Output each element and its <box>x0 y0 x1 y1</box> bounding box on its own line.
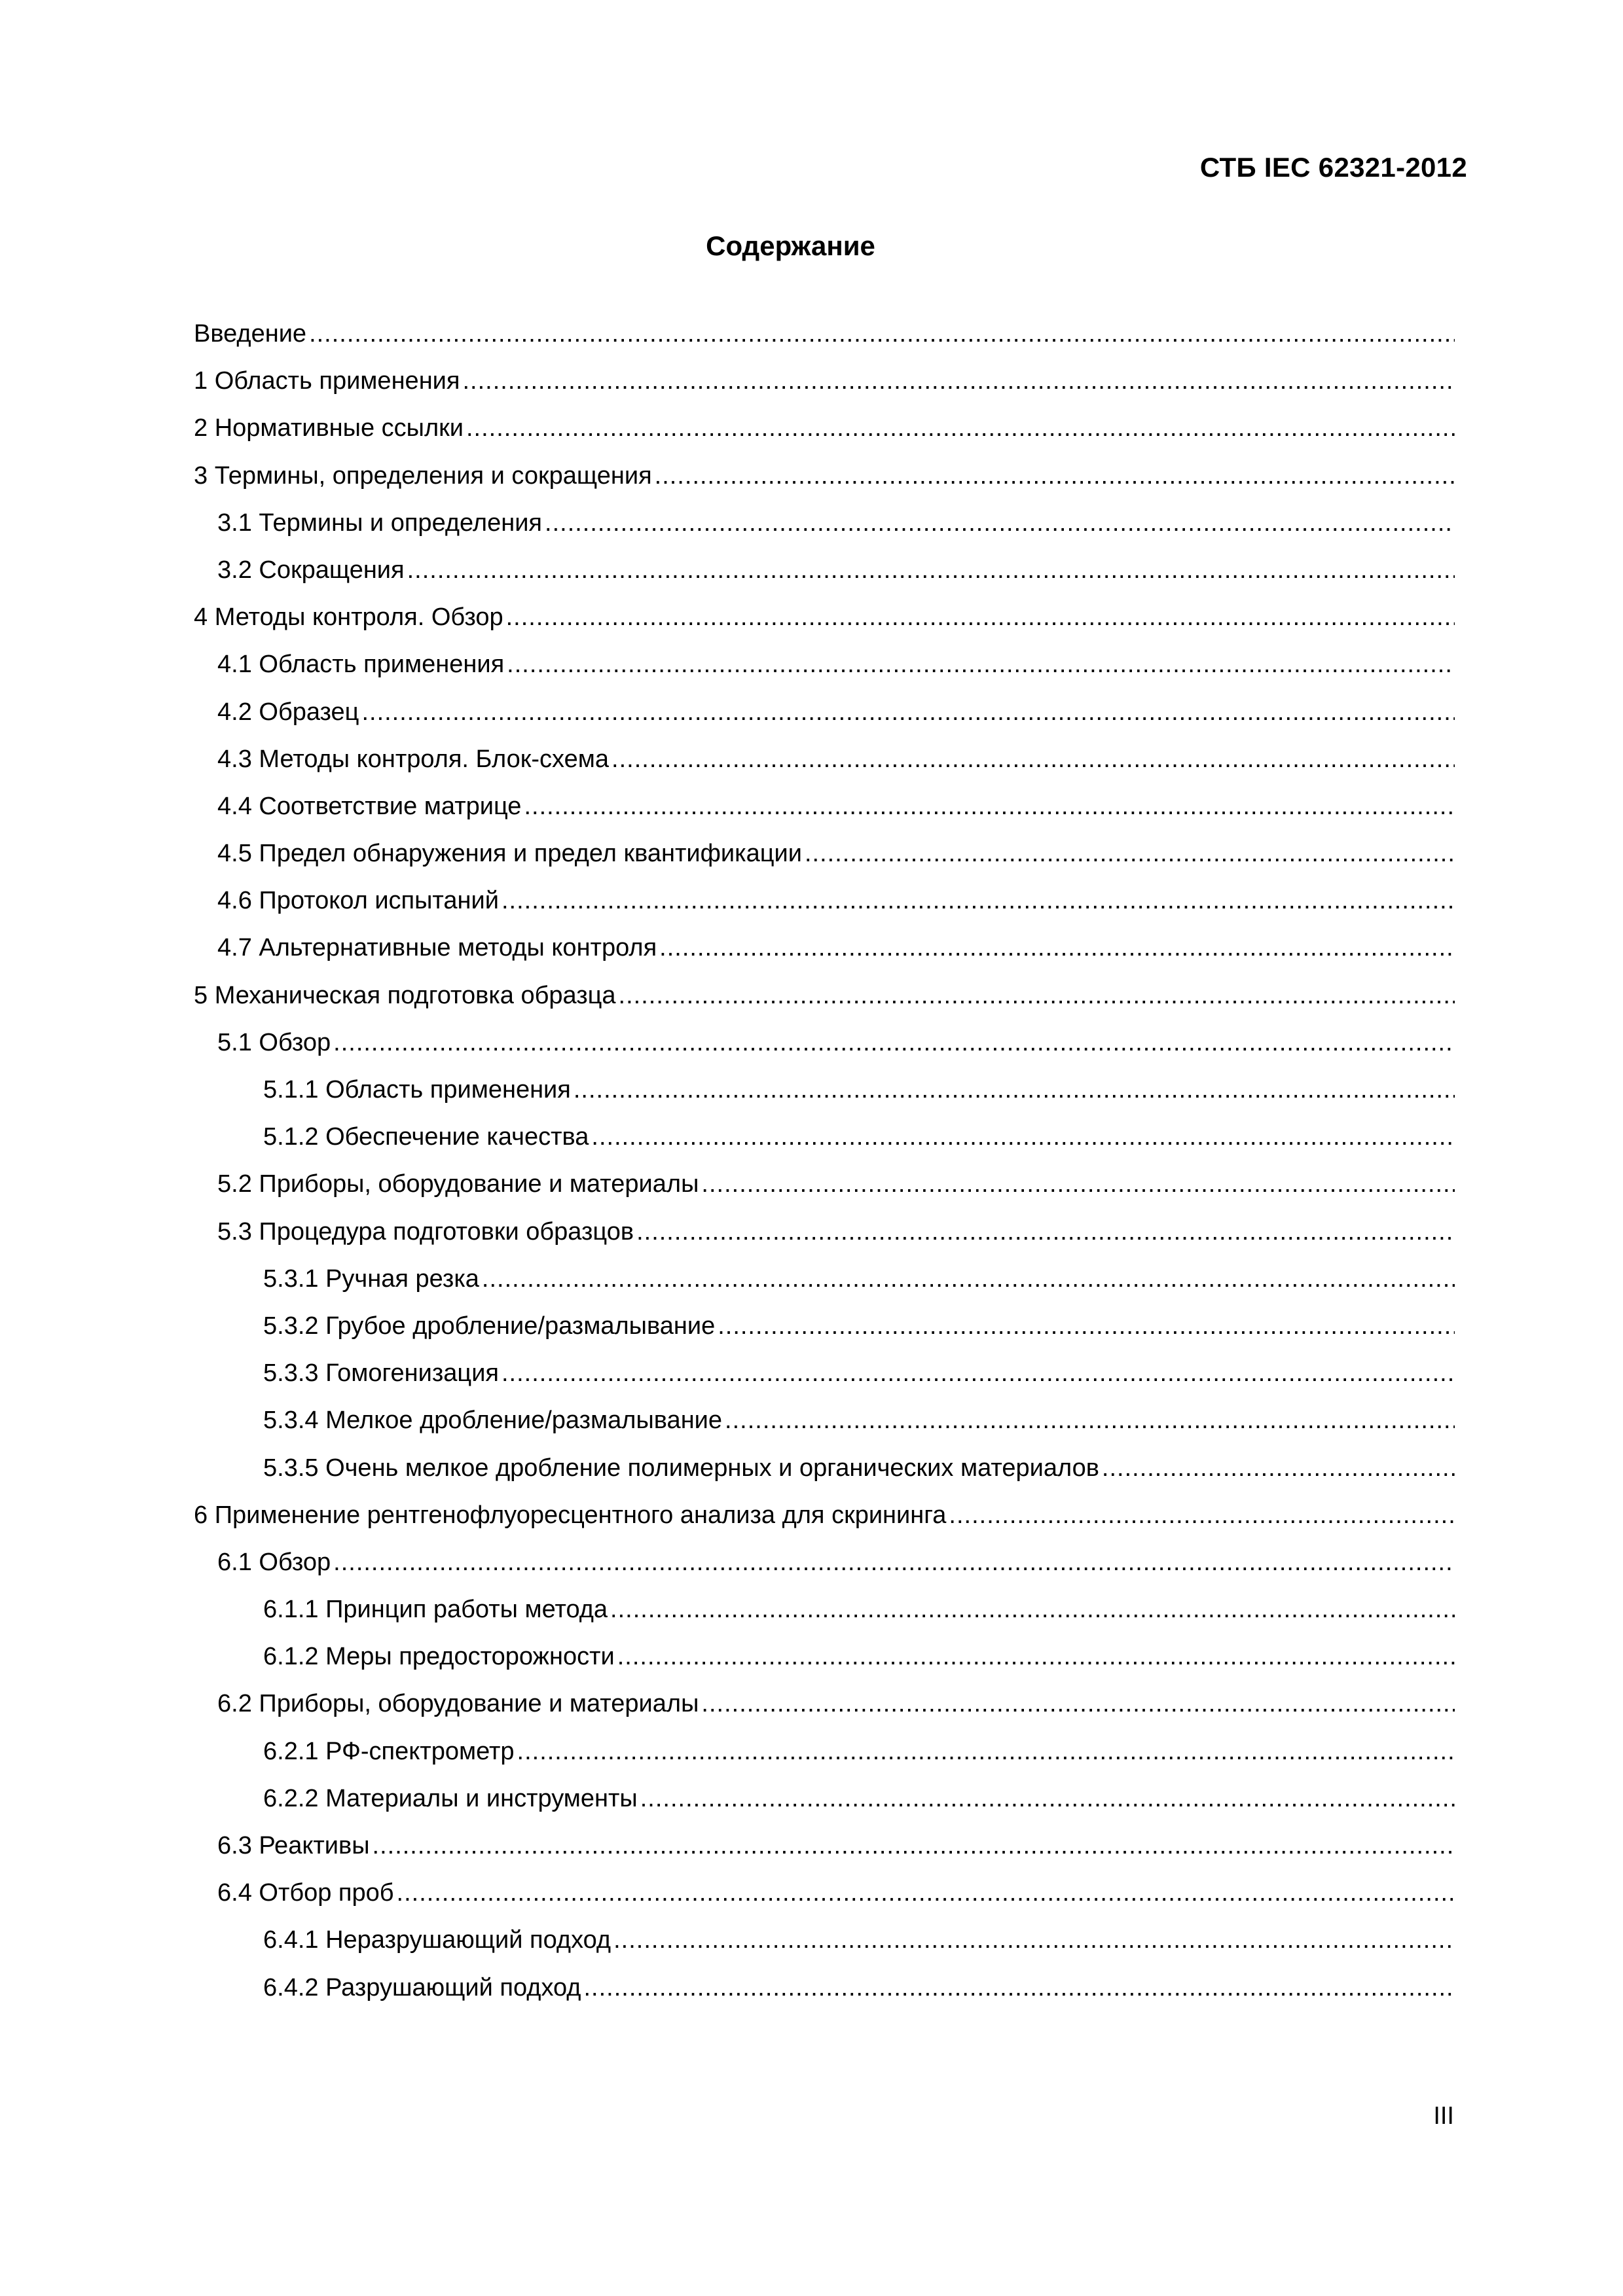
toc-entry[interactable] <box>194 1539 1455 1586</box>
toc-entry-label: 4.5 Предел обнаружения и предел квантификации <box>217 840 802 868</box>
toc-entry[interactable] <box>194 1586 1455 1633</box>
toc-entry-label: 6.1.1 Принцип работы метода <box>263 1596 608 1624</box>
toc-entry[interactable] <box>194 1302 1455 1350</box>
toc-entry-label: 6.2.1 РФ-спектрометр <box>263 1737 515 1765</box>
toc-dot-leader <box>610 1586 1455 1633</box>
toc-dot-leader <box>619 972 1455 1019</box>
toc-entry[interactable] <box>194 1444 1455 1492</box>
toc-entry-label: 5.1.2 Обеспечение качества <box>263 1123 589 1151</box>
toc-entry[interactable] <box>194 1728 1455 1775</box>
toc-entry[interactable] <box>194 1492 1455 1539</box>
toc-entry-label: 5.3 Процедура подготовки образцов <box>217 1217 634 1246</box>
toc-entry-label: 6.2 Приборы, оборудование и материалы <box>217 1690 699 1718</box>
toc-entry[interactable] <box>194 1822 1455 1869</box>
toc-entry-label: 6.2.2 Материалы и инструменты <box>263 1784 638 1812</box>
toc-entry[interactable] <box>194 877 1455 924</box>
toc-dot-leader <box>659 924 1455 971</box>
toc-entry-label: 4.3 Методы контроля. Блок-схема <box>217 745 610 773</box>
toc-entry-label: 3 Термины, определения и сокращения <box>194 461 652 490</box>
toc-entry-label: 5.3.2 Грубое дробление/размалывание <box>263 1312 716 1340</box>
toc-entry-label: 5.3.4 Мелкое дробление/размалывание <box>263 1407 723 1435</box>
toc-entry-label: 5 Механическая подготовка образца <box>194 981 616 1009</box>
toc-dot-leader <box>333 1539 1455 1586</box>
toc-entry-label: 6.3 Реактивы <box>217 1832 370 1859</box>
toc-entry-label: 3.2 Сокращения <box>217 556 405 584</box>
toc-entry-label: 4.4 Соответствие матрице <box>217 792 522 820</box>
toc-entry[interactable] <box>194 1397 1455 1444</box>
toc-entry-label: 5.1.1 Область применения <box>263 1076 571 1103</box>
toc-entry[interactable] <box>194 1113 1455 1160</box>
toc-entry-label: 4.2 Образец <box>217 698 359 726</box>
toc-entry[interactable] <box>194 1255 1455 1302</box>
toc-entry[interactable] <box>194 1350 1455 1397</box>
toc-dot-leader <box>309 310 1455 357</box>
toc-dot-leader <box>701 1160 1455 1208</box>
toc-entry[interactable] <box>194 452 1455 499</box>
toc-entry-label: 6.1.2 Меры предосторожности <box>263 1643 615 1671</box>
toc-entry[interactable] <box>194 499 1455 547</box>
toc-entry[interactable] <box>194 357 1455 404</box>
toc-entry-label: 4.7 Альтернативные методы контроля <box>217 934 657 962</box>
toc-entry[interactable] <box>194 1019 1455 1066</box>
toc-entry[interactable] <box>194 1208 1455 1255</box>
toc-dot-leader <box>574 1066 1455 1113</box>
toc-dot-leader <box>949 1492 1455 1539</box>
toc-dot-leader <box>718 1302 1455 1350</box>
toc-dot-leader <box>617 1633 1455 1680</box>
toc-dot-leader <box>462 357 1455 404</box>
toc-entry-label: 5.3.3 Гомогенизация <box>263 1359 499 1388</box>
toc-dot-leader <box>373 1822 1455 1869</box>
toc-dot-leader <box>482 1255 1455 1302</box>
toc-entry[interactable] <box>194 1680 1455 1727</box>
toc-dot-leader <box>805 830 1455 877</box>
toc-dot-leader <box>583 1964 1455 2011</box>
toc-entry-label: 4.1 Область применения <box>217 651 505 679</box>
toc-entry-label: 5.2 Приборы, оборудование и материалы <box>217 1170 699 1198</box>
toc-entry[interactable] <box>194 1633 1455 1680</box>
toc-entry[interactable] <box>194 783 1455 830</box>
toc-dot-leader <box>725 1397 1455 1444</box>
toc-entry[interactable] <box>194 641 1455 688</box>
toc-dot-leader <box>466 404 1455 452</box>
document-code: СТБ IEC 62321-2012 <box>1199 152 1467 183</box>
toc-dot-leader <box>506 594 1455 641</box>
toc-dot-leader <box>613 1916 1455 1964</box>
toc-entry-label: 6.4.2 Разрушающий подход <box>263 1973 581 2001</box>
toc-entry-label: 4.6 Протокол испытаний <box>217 887 499 915</box>
toc-entry-label: 5.3.5 Очень мелкое дробление полимерных и органических материалов <box>263 1454 1099 1482</box>
toc-entry[interactable] <box>194 1869 1455 1916</box>
page-title: Содержание <box>706 230 875 261</box>
toc-entry[interactable] <box>194 547 1455 594</box>
toc-entry-label: 5.3.1 Ручная резка <box>263 1265 479 1293</box>
toc-entry-label: 1 Область применения <box>194 367 460 395</box>
toc-entry[interactable] <box>194 594 1455 641</box>
toc-dot-leader <box>397 1869 1455 1916</box>
toc-dot-leader <box>611 736 1455 783</box>
toc-entry-label: 6.1 Обзор <box>217 1548 331 1576</box>
toc-entry[interactable] <box>194 689 1455 736</box>
toc-dot-leader <box>501 1350 1455 1397</box>
page-number: III <box>1433 2102 1454 2130</box>
toc-dot-leader <box>636 1208 1455 1255</box>
toc-entry-label: 2 Нормативные ссылки <box>194 414 464 442</box>
toc-dot-leader <box>655 452 1455 499</box>
toc-entry-label: 6.4 Отбор проб <box>217 1879 394 1907</box>
toc-dot-leader <box>517 1728 1455 1775</box>
toc-entry[interactable] <box>194 972 1455 1019</box>
toc-entry-label: 4 Методы контроля. Обзор <box>194 603 503 632</box>
toc-dot-leader <box>524 783 1455 830</box>
toc-dot-leader <box>701 1680 1455 1727</box>
toc-entry[interactable] <box>194 736 1455 783</box>
toc-entry[interactable] <box>194 310 1455 357</box>
toc-dot-leader <box>640 1775 1455 1822</box>
toc-entry[interactable] <box>194 830 1455 877</box>
toc-dot-leader <box>545 499 1455 547</box>
toc-dot-leader <box>333 1019 1455 1066</box>
toc-entry[interactable] <box>194 1066 1455 1113</box>
toc-dot-leader <box>591 1113 1455 1160</box>
toc-entry[interactable] <box>194 1964 1455 2011</box>
toc-dot-leader <box>407 547 1455 594</box>
toc-entry[interactable] <box>194 924 1455 971</box>
toc-entry-label: 6 Применение рентгенофлуоресцентного анализа для скрининга <box>194 1501 947 1529</box>
table-of-contents <box>194 310 1455 2011</box>
toc-dot-leader <box>501 877 1455 924</box>
toc-entry-label: 3.1 Термины и определения <box>217 509 543 537</box>
toc-entry[interactable] <box>194 1160 1455 1208</box>
toc-dot-leader <box>507 641 1455 688</box>
toc-entry-label: 6.4.1 Неразрушающий подход <box>263 1926 611 1954</box>
toc-dot-leader <box>361 689 1455 736</box>
toc-entry-label: 5.1 Обзор <box>217 1028 331 1056</box>
toc-entry[interactable] <box>194 1775 1455 1822</box>
toc-entry[interactable] <box>194 404 1455 452</box>
toc-dot-leader <box>1102 1444 1455 1492</box>
toc-entry[interactable] <box>194 1916 1455 1964</box>
toc-entry-label: Введение <box>194 320 307 348</box>
